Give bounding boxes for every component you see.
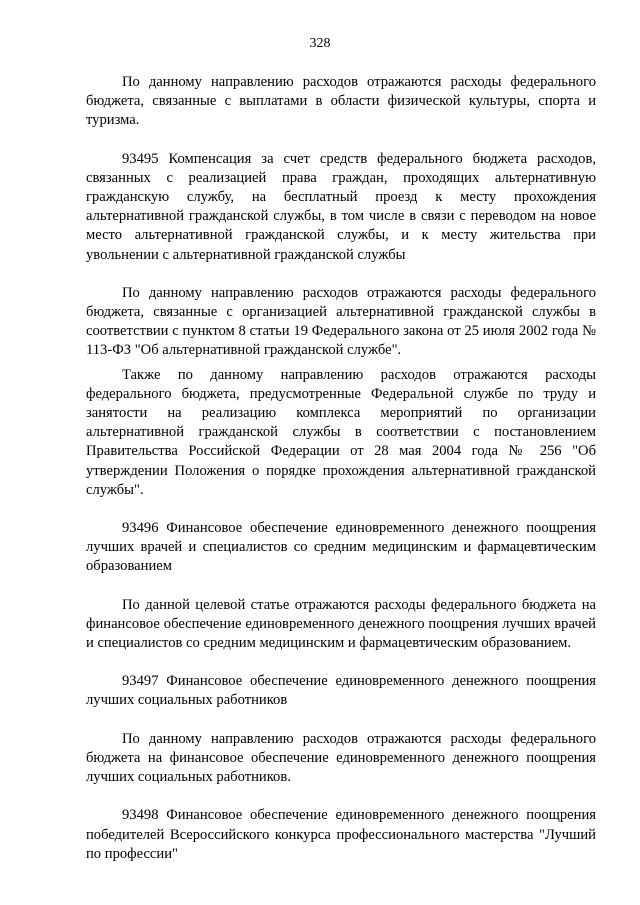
paragraph-93495-description: По данному направлению расходов отражаются расходы федерального бюджета, связанные с организацией альтернативной гражданской службы в соответствии с пунктом 8 статьи 19 Федерального закона от 25 июля 2002 года № 113-ФЗ "Об альтернативной гражданской службе". bbox=[86, 284, 596, 359]
heading-93495: 93495 Компенсация за счет средств федерального бюджета расходов, связанных с реализацией права граждан, проходящих альтернативную гражданскую службу, на бесплатный проезд к месту прохождения альтернативной гражданской службы, в том числе в связи с переводом на новое место альтернативной гражданской службы, и к месту жительства при увольнении с альтернативной гражданской службы bbox=[86, 150, 596, 263]
heading-93498: 93498 Финансовое обеспечение единовременного денежного поощрения победителей Всероссийского конкурса профессионального мастерства "Лучший по профессии" bbox=[86, 807, 596, 862]
paragraph-93496-description: По данной целевой статье отражаются расходы федерального бюджета на финансовое обеспечение единовременного денежного поощрения лучших врачей и специалистов со средним медицинским и фармацевтическим образованием. bbox=[86, 596, 596, 652]
document-body bbox=[86, 73, 596, 864]
paragraph-sport-expenses: По данному направлению расходов отражаются расходы федерального бюджета, связанные с выплатами в области физической культуры, спорта и туризма. bbox=[86, 74, 596, 129]
paragraph-93497-description: По данному направлению расходов отражаются расходы федерального бюджета на финансовое обеспечение единовременного денежного поощрения лучших социальных работников. bbox=[86, 730, 596, 786]
page-number: 328 bbox=[309, 36, 331, 51]
heading-93496: 93496 Финансовое обеспечение единовременного денежного поощрения лучших врачей и специалистов со средним медицинским и фармацевтическим образованием bbox=[86, 520, 596, 575]
paragraph-93495-additional: Также по данному направлению расходов отражаются расходы федерального бюджета, предусмотренные Федеральной службе по труду и занятости на реализацию комплекса мероприятий по организации альтернативной гражданской службы в соответствии с постановлением Правительства Российской Федерации от 28 мая 2004 года № 256 "Об утверждении Положения о порядке прохождения альтернативной гражданской службы". bbox=[86, 366, 596, 498]
heading-93497: 93497 Финансовое обеспечение единовременного денежного поощрения лучших социальных работников bbox=[86, 673, 596, 709]
